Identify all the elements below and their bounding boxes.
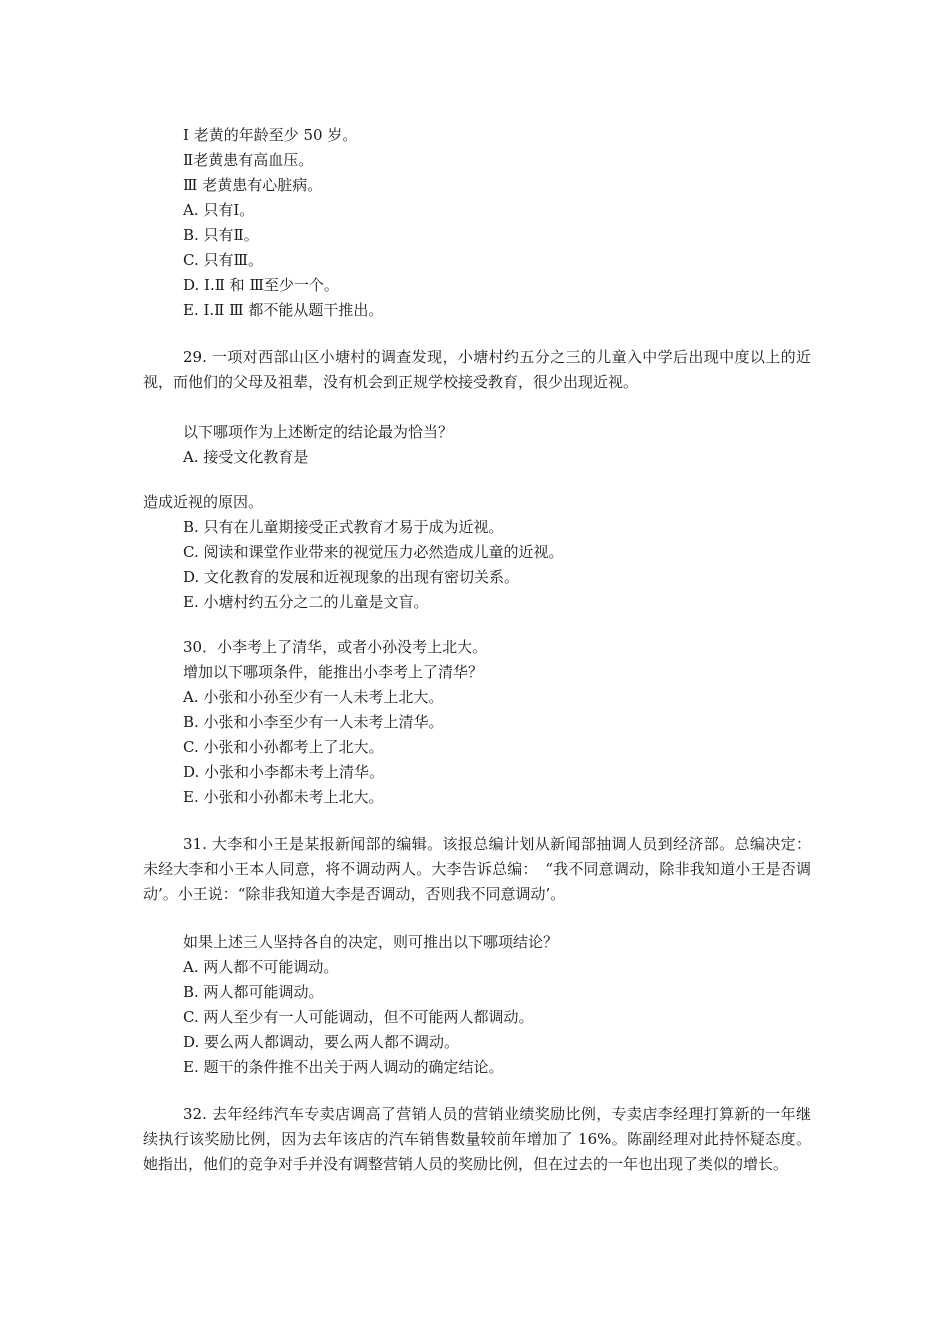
q28-option-e: E. Ⅰ.Ⅱ Ⅲ 都不能从题干推出。 <box>183 301 384 319</box>
q29-question: 以下哪项作为上述断定的结论最为恰当？ <box>183 423 454 441</box>
q31-option-a: A. 两人都不可能调动。 <box>183 958 339 976</box>
q28-statement-3: Ⅲ 老黄患有心脏病。 <box>183 176 323 194</box>
q31-option-c: C. 两人至少有一人可能调动，但不可能两人都调动。 <box>183 1008 534 1026</box>
q29-stem <box>143 345 811 395</box>
q30-option-c: C. 小张和小孙都考上了北大。 <box>183 738 384 756</box>
q31-option-b: B. 两人都可能调动。 <box>183 983 324 1001</box>
q28-statement-1: Ⅰ 老黄的年龄至少 50 岁。 <box>183 126 358 144</box>
q31-question: 如果上述三人坚持各自的决定，则可推出以下哪项结论？ <box>183 933 559 951</box>
q29-stem-text: 29. 一项对西部山区小塘村的调查发现，小塘村约五分之三的儿童入中学后出现中度以上的近视，而他们的父母及祖辈，没有机会到正规学校接受教育，很少出现近视。 <box>143 348 811 391</box>
q31-stem <box>143 832 811 907</box>
q30-option-d: D. 小张和小李都未考上清华。 <box>183 763 385 781</box>
q30-option-b: B. 小张和小李至少有一人未考上清华。 <box>183 713 444 731</box>
q28-option-c: C. 只有Ⅲ。 <box>183 251 263 269</box>
q30-question: 增加以下哪项条件，能推出小李考上了清华？ <box>183 663 484 681</box>
q28-option-b: B. 只有Ⅱ。 <box>183 226 259 244</box>
q29-option-b: B. 只有在儿童期接受正式教育才易于成为近视。 <box>183 518 504 536</box>
q28-option-d: D. Ⅰ.Ⅱ 和 Ⅲ至少一个。 <box>183 276 339 294</box>
q28-statement-2: Ⅱ老黄患有高血压。 <box>183 151 314 169</box>
q29-option-d: D. 文化教育的发展和近视现象的出现有密切关系。 <box>183 568 520 586</box>
q30-option-e: E. 小张和小孙都未考上北大。 <box>183 788 384 806</box>
q28-option-a: A. 只有Ⅰ。 <box>183 201 255 219</box>
q29-option-c: C. 阅读和课堂作业带来的视觉压力必然造成儿童的近视。 <box>183 543 564 561</box>
q29-option-a-part1: A. 接受文化教育是 <box>183 448 309 466</box>
q30-stem: 30．小李考上了清华，或者小孙没考上北大。 <box>183 638 488 656</box>
q31-stem-text: 31. 大李和小王是某报新闻部的编辑。该报总编计划从新闻部抽调人员到经济部。总编决定：未经大李和小王本人同意，将不调动两人。大李告诉总编： “我不同意调动，除非我知道小王是否调动’。小王说：“除非我知道大李是否调动，否则我不同意调动’。 <box>143 835 811 903</box>
q32-stem <box>143 1102 811 1177</box>
q32-stem-text: 32. 去年经纬汽车专卖店调高了营销人员的营销业绩奖励比例，专卖店李经理打算新的一年继续执行该奖励比例，因为去年该店的汽车销售数量较前年增加了 16%。陈副经理对此持怀疑态度。她指出，他们的竞争对手并没有调整营销人员的奖励比例，但在过去的一年也出现了类似的增长。 <box>143 1105 811 1173</box>
q31-option-e: E. 题干的条件推不出关于两人调动的确定结论。 <box>183 1058 504 1076</box>
q29-option-a-part2: 造成近视的原因。 <box>143 493 264 511</box>
q29-option-e: E. 小塘村约五分之二的儿童是文盲。 <box>183 593 429 611</box>
q30-option-a: A. 小张和小孙至少有一人未考上北大。 <box>183 688 444 706</box>
q31-option-d: D. 要么两人都调动，要么两人都不调动。 <box>183 1033 460 1051</box>
